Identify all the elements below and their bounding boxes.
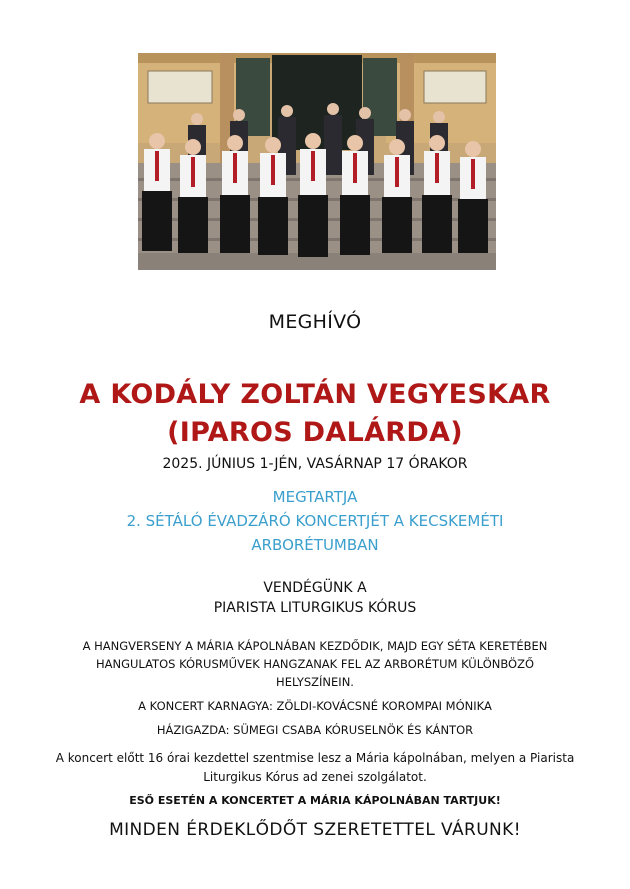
description-line2: HANGULATOS KÓRUSMŰVEK HANGZANAK FEL AZ ARBORÉTUM KÜLÖNBÖZŐ xyxy=(95,657,535,671)
concert-description xyxy=(40,637,590,691)
description-line3: HELYSZÍNEIN. xyxy=(276,675,354,689)
mass-notice xyxy=(30,749,600,787)
host-credit: HÁZIGAZDA: SÜMEGI CSABA KÓRUSELNÖK ÉS KÁNTOR xyxy=(156,723,474,737)
event-line3: ARBORÉTUMBAN xyxy=(251,536,379,554)
conductor-credit: A KONCERT KARNAGYA: ZÖLDI-KOVÁCSNÉ KOROMPAI MÓNIKA xyxy=(138,699,492,713)
guest-line2: PIARISTA LITURGIKUS KÓRUS xyxy=(213,600,417,616)
choir-title xyxy=(0,376,630,452)
choir-group-photo xyxy=(138,53,496,270)
description-line1: A HANGVERSENY A MÁRIA KÁPOLNÁBAN KEZDŐDIK, MAJD EGY SÉTA KERETÉBEN xyxy=(82,639,548,653)
guest-line1: VENDÉGÜNK A xyxy=(263,580,367,596)
event-description xyxy=(0,485,630,557)
invitation-heading: MEGHÍVÓ xyxy=(268,311,362,333)
event-datetime: 2025. JÚNIUS 1-JÉN, VASÁRNAP 17 ÓRAKOR xyxy=(162,456,468,472)
choir-title-line1: A KODÁLY ZOLTÁN VEGYESKAR xyxy=(79,379,551,410)
rain-notice: ESŐ ESETÉN A KONCERTET A MÁRIA KÁPOLNÁBAN TARTJUK! xyxy=(129,794,501,807)
mass-line1: A koncert előtt 16 órai kezdettel szentmise lesz a Mária kápolnában, melyen a Piarista xyxy=(55,751,575,765)
welcome-message: MINDEN ÉRDEKLŐDŐT SZERETETTEL VÁRUNK! xyxy=(109,820,521,840)
mass-line2: Liturgikus Kórus ad zenei szolgálatot. xyxy=(203,770,427,784)
choir-title-line2: (IPAROS DALÁRDA) xyxy=(167,417,463,448)
event-line1: MEGTARTJA xyxy=(272,488,358,506)
event-line2: 2. SÉTÁLÓ ÉVADZÁRÓ KONCERTJÉT A KECSKEMÉTI xyxy=(126,512,504,530)
guest-choir xyxy=(0,578,630,618)
